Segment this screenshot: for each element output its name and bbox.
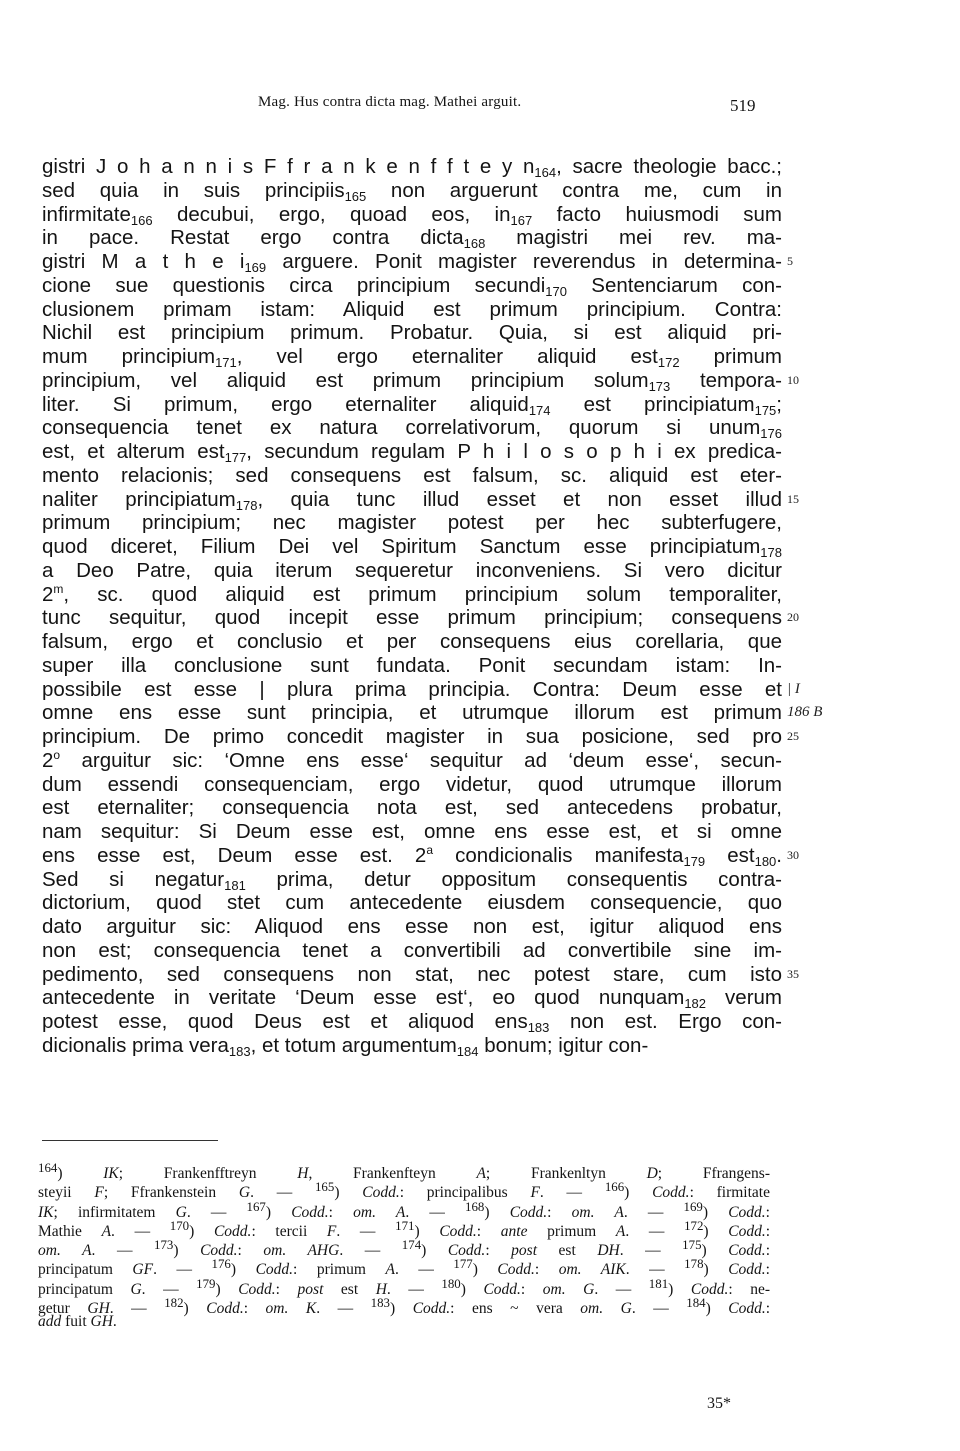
text-line: dicionalis prima vera$_{183}$, et totum argumentum$_{184}$ bonum; igitur con- <box>42 1033 649 1059</box>
margin-line-number: 10 <box>787 372 799 387</box>
text-line: possibile est esse | plura prima principia. Contra: Deum esse et | I <box>42 677 800 701</box>
text-line: in pace. Restat ergo contra dicta$_{168}$ magistri mei rev. ma- <box>42 226 783 252</box>
footnote-line: principatum G. — $^{179}$) Codd.: post est H. — $^{180}$) Codd.: om. G. — $^{181}$) Codd.: ne- <box>38 1275 770 1298</box>
footnote-line: $^{164}$) IK; Frankenfftreyn H, Frankenfteyn A; Frankenltyn D; Ffrangens- <box>38 1160 770 1183</box>
text-line: dum essendi consequenciam, ergo videtur, quod utrumque illorum <box>42 772 782 796</box>
text-line: cione sue questionis circa principium secundi$_{170}$ Sentenciarum con- <box>42 273 782 299</box>
text-line: quod diceret, Filium Dei vel Spiritum Sanctum esse principiatum$_{178}$ <box>42 535 782 560</box>
text-line: potest esse, quod Deus est et aliquod ens$_{183}$ non est. Ergo con- <box>42 1010 782 1035</box>
footnote-line: principatum GF. — $^{176}$) Codd.: primum A. — $^{177}$) Codd.: om. AIK. — $^{178}$) Codd.: <box>38 1256 770 1279</box>
footnote-rule <box>42 1140 218 1141</box>
margin-folio-mark: | I <box>787 680 800 697</box>
margin-folio-mark: 186 B <box>787 704 823 721</box>
margin-line-number: 15 <box>787 491 799 506</box>
text-line: gistri M a t h e $i_{169}$ arguere. Ponit magister reverendus in determina- 5 <box>42 250 793 275</box>
text-line: est, et alterum est$_{177}$, secundum regulam P h i l o s o p h i ex predica- <box>42 440 782 465</box>
text-line: 2$^o$ arguitur sic: ‘Omne ens esse‘ sequitur ad ‘deum esse‘, secun- <box>42 747 782 772</box>
text-line: gistri J o h a n n i s F f r a n k e n f f t e y $n_{164}$, sacre theologie bacc.; <box>42 155 782 180</box>
text-line: naliter principiatum$_{178}$, quia tunc illud esset et non esset illud 15 <box>42 487 799 513</box>
sheet-signature: 35* <box>707 1395 731 1412</box>
text-line: Nichil est principium primum. Probatur. Quia, si est aliquid pri- <box>42 321 782 345</box>
footnote-apparatus <box>38 1158 770 1332</box>
text-line: 2$^m$, sc. quod aliquid est primum principium solum temporaliter, <box>42 581 782 606</box>
footnote-line: om. A. — $^{173}$) Codd.: om. AHG. — $^{174}$) Codd.: post est DH. — $^{175}$) Codd.: <box>38 1237 770 1260</box>
text-line: mum principium$_{171}$, vel ergo eternaliter aliquid est$_{172}$ primum <box>42 345 782 370</box>
text-line: Sed si negatur$_{181}$ prima, detur oppositum consequentis contra- <box>42 867 782 893</box>
footnote-line: add fuit GH. <box>38 1313 117 1331</box>
page-number: 519 <box>730 96 756 115</box>
text-line: principium. De primo concedit magister in sua posicione, sed pro 25 <box>42 725 799 748</box>
text-line: liter. Si primum, ergo eternaliter aliquid$_{174}$ est principiatum$_{175}$; <box>42 392 782 418</box>
footnote-line: getur GH. — $^{182}$) Codd.: om. K. — $^{183}$) Codd.: ens ~ vera om. G. — $^{184}$) Codd.: <box>38 1295 771 1318</box>
text-line: primum principium; nec magister potest per hec subterfugere, <box>42 511 782 535</box>
margin-line-number: 30 <box>787 847 799 862</box>
running-head-title: Mag. Hus contra dicta mag. Mathei arguit. <box>258 94 522 110</box>
text-line: consequencia tenet ex natura correlativorum, quorum si unum$_{176}$ <box>42 416 782 442</box>
text-line: est eternaliter; consequencia nota est, sed antecedens probatur, <box>42 796 782 820</box>
text-line: super illa conclusione sunt fundata. Ponit secundam istam: In- <box>42 653 782 677</box>
text-line: antecedente in veritate ‘Deum esse est‘, eo quod nunquam$_{182}$ verum <box>42 986 783 1012</box>
text-line: tunc sequitur, quod incepit esse primum principium; consequens 20 <box>42 606 799 630</box>
running-header <box>0 94 960 118</box>
margin-line-number: 35 <box>787 966 799 981</box>
text-line: falsum, ergo et conclusio et per consequens eius corellaria, que <box>42 630 782 653</box>
text-line: omne ens esse sunt principia, et utrumque illorum est primum 186 B <box>42 701 823 725</box>
text-line: principium, vel aliquid est primum principium solum$_{173}$ tempora- 10 <box>42 368 799 394</box>
text-line: dato arguitur sic: Aliquod ens esse non est, igitur aliquod ens <box>42 915 782 938</box>
footnote-line: Mathie A. — $^{170}$) Codd.: tercii F. — $^{171}$) Codd.: ante primum A. — $^{172}$) Codd.: <box>38 1217 771 1241</box>
footnote-line: steyii F; Ffrankenstein G. — $^{165}$) Codd.: principalibus F. — $^{166}$) Codd.: firmitate <box>38 1179 770 1202</box>
text-line: clusionem primam istam: Aliquid est primum principium. Contra: <box>42 297 782 321</box>
text-line: dictorium, quod stet cum antecedente eiusdem consequencie, quo <box>42 891 782 915</box>
text-line: a Deo Patre, quia iterum sequeretur inconveniens. Si vero dicitur <box>42 558 782 582</box>
text-line: pedimento, sed consequens non stat, nec potest stare, cum isto 35 <box>42 962 799 986</box>
main-text-block <box>42 155 823 1059</box>
text-line: sed quia in suis principiis$_{165}$ non arguerunt contra me, cum in <box>42 178 782 204</box>
text-line: nam sequitur: Si Deum esse est, omne ens esse est, et si omne <box>42 820 782 843</box>
footnote-line: IK; infirmitatem G. — $^{167}$) Codd.: om. A. — $^{168}$) Codd.: om. A. — $^{169}$) Codd.: <box>38 1198 770 1221</box>
text-line: ens esse est, Deum esse est. 2$^a$ condicionalis manifesta$_{179}$ est$_{180}$. 30 <box>42 842 799 869</box>
text-line: mento relacionis; sed consequens est falsum, sc. aliquid est eter- <box>42 463 782 487</box>
margin-line-number: 25 <box>787 729 799 743</box>
margin-line-number: 20 <box>787 610 799 625</box>
text-line: infirmitate$_{166}$ decubui, ergo, quoad eos, $in_{167}$ facto huiusmodi sum <box>42 202 783 228</box>
margin-line-number: 5 <box>787 254 793 268</box>
text-line: non est; consequencia tenet a convertibili ad convertibile sine im- <box>42 938 782 962</box>
